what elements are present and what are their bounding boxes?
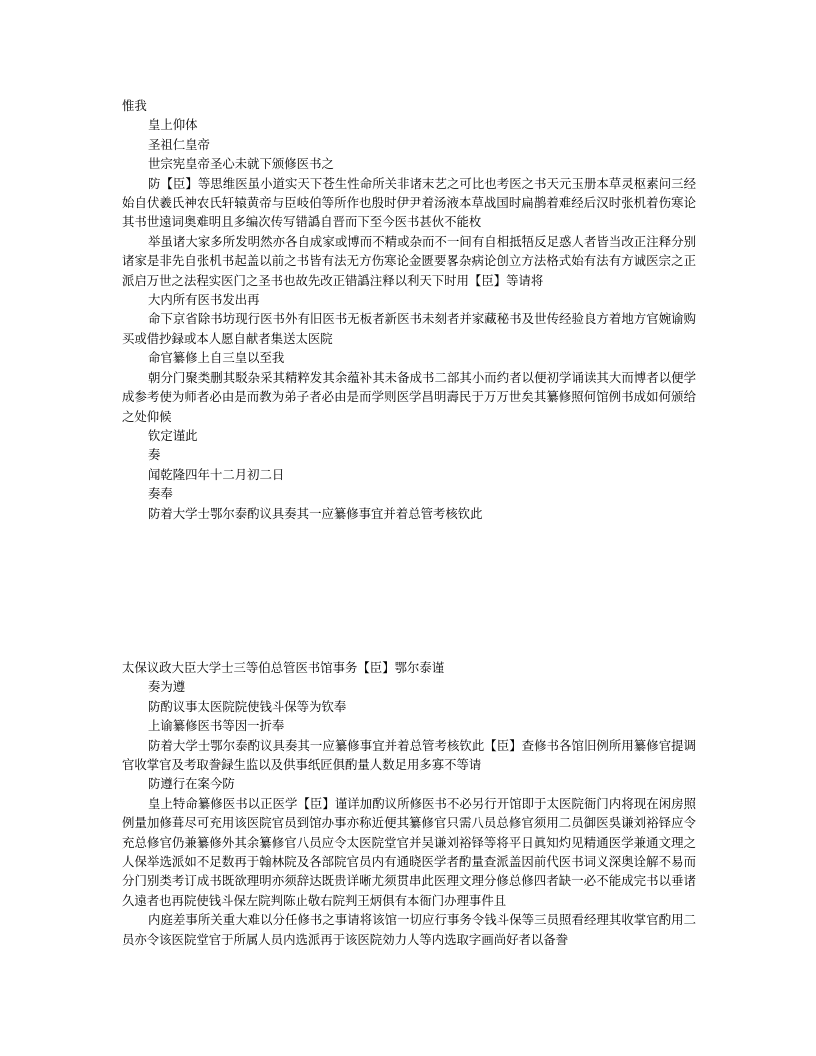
paragraph: 闻乾隆四年十二月初二日 bbox=[148, 466, 285, 482]
document-section-memorial-upper bbox=[122, 96, 696, 523]
paragraph: 防着大学士鄂尔泰酌议具奏其一应纂修事宜并着总管考核钦此【臣】查修书各馆旧例所用纂修官提调官收掌官及考取誊録生监以及供事纸匠俱酌量人数足用多寡不等请 bbox=[122, 737, 696, 773]
paragraph: 奏为遵 bbox=[148, 679, 186, 695]
paragraph: 防【臣】等思维医虽小道实天下苍生性命所关非诸末艺之可比也考医之书天元玉册本草灵枢素问三经始自伏羲氏神农氏轩辕黄帝与臣岐伯等所作也殷时伊尹着汤液本草战国时扁鹊着难经后汉时张机着伤寒论其书世遠词奥难明且多编次传写错譌自晋而下至今医书甚伙不能枚 bbox=[122, 175, 696, 230]
paragraph: 朝分门聚类删其駁杂采其精粹发其余蕴补其未备成书二部其小而约者以便初学诵读其大而博者以便学成参考使为师者必由是而教为弟子者必由是而学则医学昌明壽民于万万世矣其纂修照何馆例书成如何颁给之处仰候 bbox=[122, 369, 696, 424]
paragraph: 内庭差事所关重大难以分任修书之事请将该馆一切应行事务令钱斗保等三员照看经理其收掌官酌用二员亦令该医院堂官于所属人员内选派再于该医院効力人等内选取字画尚好者以备誊 bbox=[122, 912, 696, 947]
paragraph: 太保议政大臣大学士三等伯总管医书馆事务【臣】鄂尔泰谨 bbox=[122, 660, 445, 675]
paragraph: 世宗宪皇帝圣心未就下颁修医书之 bbox=[148, 156, 334, 172]
paragraph: 奏奉 bbox=[148, 486, 173, 502]
paragraph: 上谕纂修医书等因一折奉 bbox=[148, 718, 285, 734]
paragraph: 圣祖仁皇帝 bbox=[148, 136, 210, 152]
paragraph: 举虽诸大家多所发明然亦各自成家或博而不精或杂而不一间有自相抵牾反足惑人者皆当改正注释分别诸家是非先自张机书起盖以前之书皆有法无方伤寒论金匮要畧杂病论创立方法格式始有法有方诚医宗之正派启万世之法程实医门之圣书也故先改正错譌注释以利天下时用【臣】等请将 bbox=[122, 233, 696, 288]
paragraph: 皇上仰体 bbox=[148, 117, 198, 133]
paragraph: 钦定谨此 bbox=[148, 427, 198, 443]
paragraph: 惟我 bbox=[122, 98, 147, 113]
paragraph: 防着大学士鄂尔泰酌议具奏其一应纂修事宜并着总管考核钦此 bbox=[148, 505, 483, 521]
paragraph: 大内所有医书发出再 bbox=[148, 292, 260, 308]
paragraph: 皇上特命纂修医书以正医学【臣】谨详加酌议所修医书不必另行开馆即于太医院衙门内将现在闲房照例量加修葺尽可充用该医院官员到馆办事亦称近便其纂修官只需八员总修官须用二员御医吳谦刘裕铎应令充总修官仍兼纂修外其余纂修官八员应令太医院堂官并吴谦刘裕铎等将平日眞知灼见精通医学兼通文理之人保举选派如不足数再于翰林院及各部院官员内有通晓医学者酌量查派盖因前代医书词义深奥诠解不易而分门别类考订成书既欲理明亦须辞达既贵详晰尤须贯串此医理文理分修总修四者缺一必不能成完书以垂诸久遠者也再院使钱斗保左院判陈止敬右院判王炳俱有本衙门办理事件且 bbox=[122, 795, 696, 908]
paragraph: 防酌议事太医院院使钱斗保等为钦奉 bbox=[148, 698, 347, 714]
paragraph: 命下京省除书坊现行医书外有旧医书无板者新医书未刻者并家藏秘书及世传经验良方着地方官婉谕购买或借抄録或本人愿自献者集送太医院 bbox=[122, 311, 696, 346]
paragraph: 防遵行在案今防 bbox=[148, 776, 235, 792]
paragraph: 命官纂修上自三皇以至我 bbox=[148, 350, 285, 366]
paragraph: 奏 bbox=[148, 447, 161, 463]
document-section-memorial-lower bbox=[122, 658, 696, 949]
